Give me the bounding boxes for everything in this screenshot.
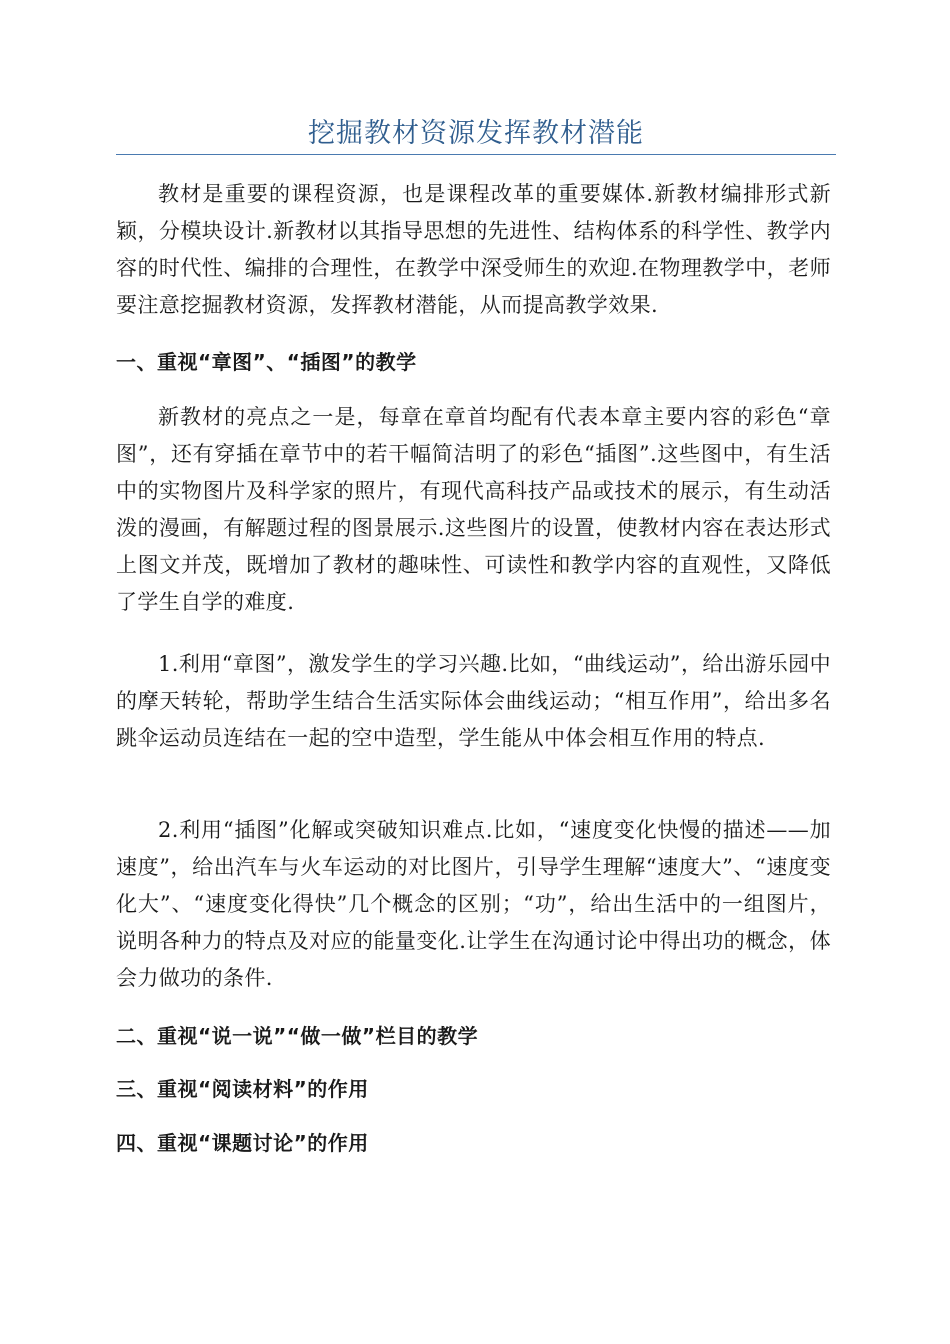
section-heading-3: 三、重视“阅读材料”的作用 bbox=[116, 1077, 369, 1101]
section-heading-1: 一、重视“章图”、“插图”的教学 bbox=[116, 350, 417, 374]
section-heading-4: 四、重视“课题讨论”的作用 bbox=[116, 1131, 369, 1155]
section-heading-2: 二、重视“说一说”“做一做”栏目的教学 bbox=[116, 1024, 479, 1048]
section1-paragraph-2: 1.利用“章图”，激发学生的学习兴趣.比如，“曲线运动”，给出游乐园中的摩天转轮，帮助学生结合生活实际体会曲线运动；“相互作用”，给出多名跳伞运动员连结在一起的空中造型，学生能从中体会相互作用的特点. bbox=[116, 652, 831, 750]
section1-paragraph-3: 2.利用“插图”化解或突破知识难点.比如，“速度变化快慢的描述——加速度”，给出汽车与火车运动的对比图片，引导学生理解“速度大”、“速度变化大”、“速度变化得快”几个概念的区别；“功”，给出生活中的一组图片，说明各种力的特点及对应的能量变化.让学生在沟通讨论中得出功的概念，体会力做功的条件. bbox=[116, 818, 831, 990]
page-title: 挖掘教材资源发挥教材潜能 bbox=[308, 118, 644, 149]
title-underline bbox=[116, 154, 836, 155]
section1-paragraph-1: 新教材的亮点之一是，每章在章首均配有代表本章主要内容的彩色“章图”，还有穿插在章节中的若干幅简洁明了的彩色“插图”.这些图中，有生活中的实物图片及科学家的照片，有现代高科技产品或技术的展示，有生动活泼的漫画，有解题过程的图景展示.这些图片的设置，使教材内容在表达形式上图文并茂，既增加了教材的趣味性、可读性和教学内容的直观性，又降低了学生自学的难度. bbox=[116, 405, 831, 614]
intro-paragraph: 教材是重要的课程资源，也是课程改革的重要媒体.新教材编排形式新颖，分模块设计.新教材以其指导思想的先进性、结构体系的科学性、教学内容的时代性、编排的合理性，在教学中深受师生的欢迎.在物理教学中，老师要注意挖掘教材资源，发挥教材潜能，从而提高教学效果. bbox=[116, 182, 831, 317]
